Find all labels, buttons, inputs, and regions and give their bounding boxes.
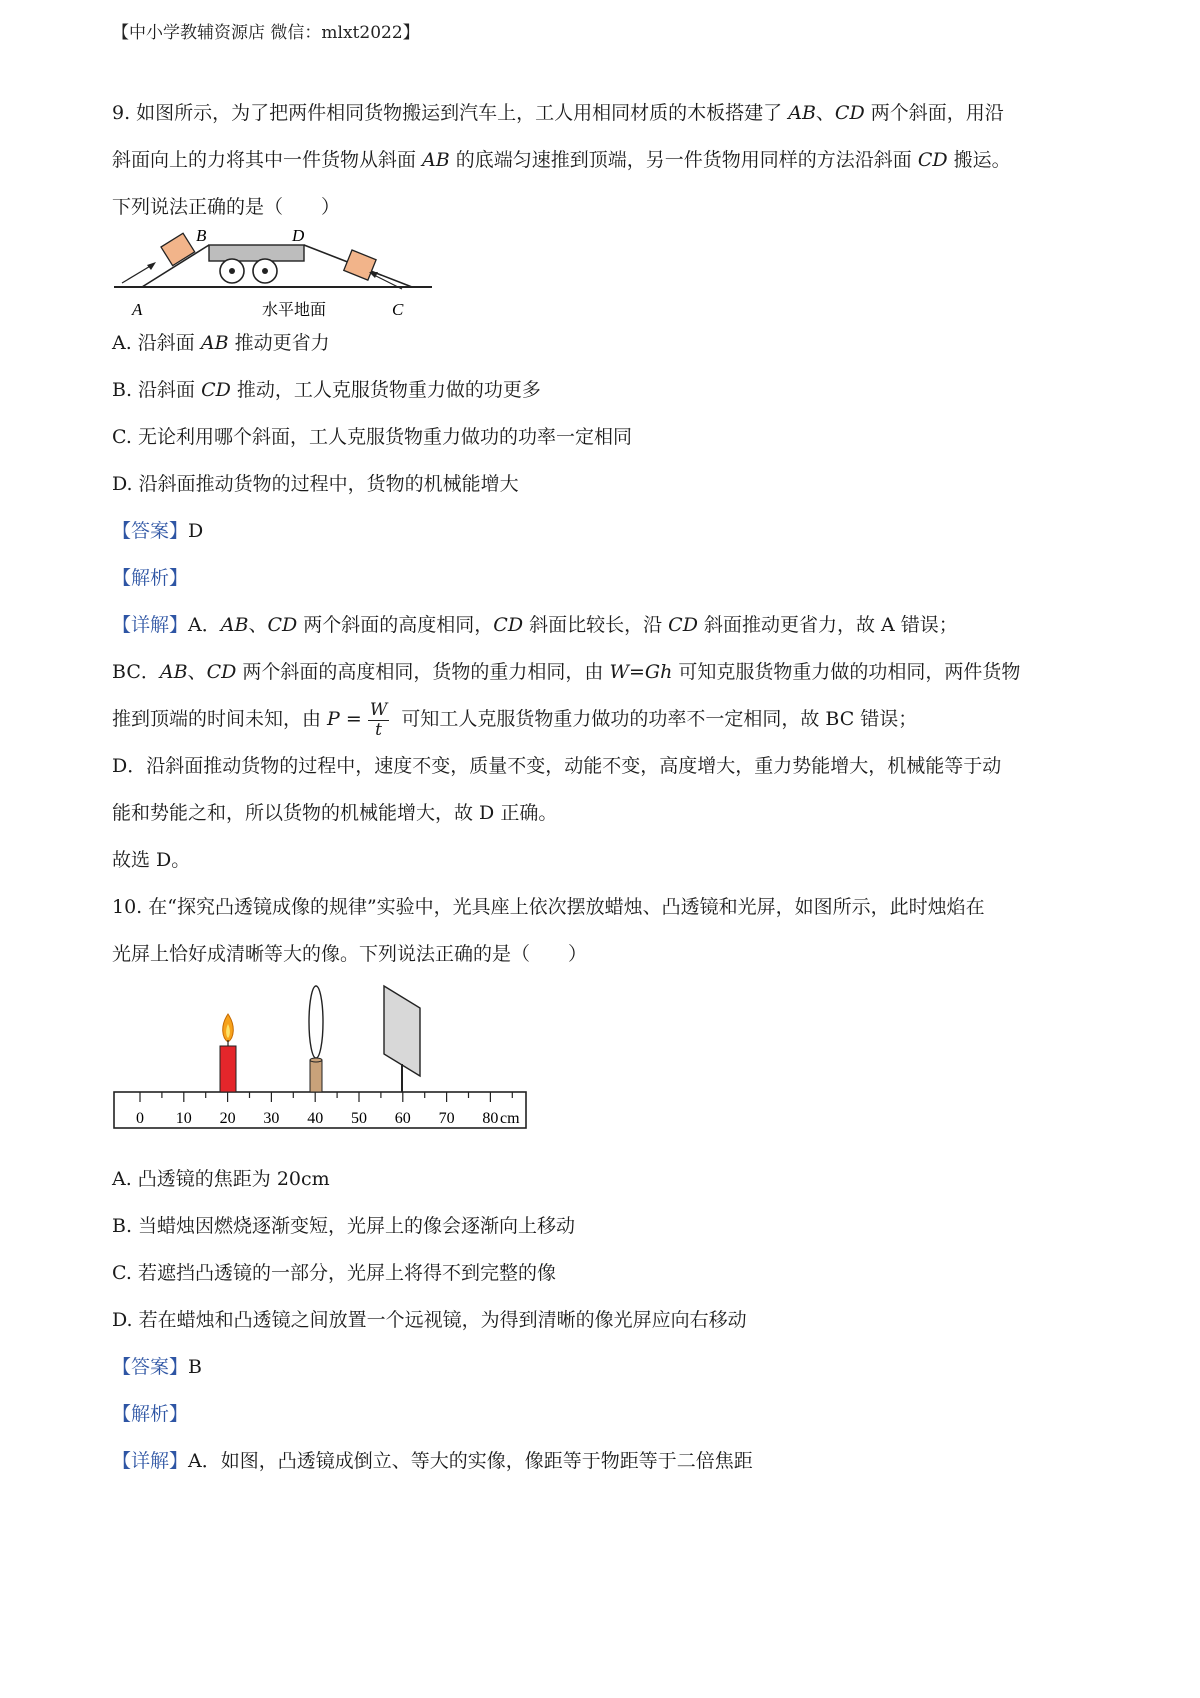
q10-analysis-tag: 【解析】 (112, 1403, 189, 1425)
q9-stem-line1: 9. 如图所示，为了把两件相同货物搬运到汽车上，工人用相同材质的木板搭建了 AB、CD 两个斜面，用沿 (112, 102, 1004, 124)
q9-stem-line3: 下列说法正确的是（ ） (112, 196, 341, 218)
q10-option-d: D. 若在蜡烛和凸透镜之间放置一个远视镜，为得到清晰的像光屏应向右移动 (112, 1309, 747, 1331)
q10-option-c: C. 若遮挡凸透镜的一部分，光屏上将得不到完整的像 (112, 1262, 556, 1284)
q10-answer: 【答案】B (112, 1356, 202, 1378)
header-watermark: 【中小学教辅资源店 微信：mlxt2022】 (112, 23, 420, 43)
q9-detail-line4: D．沿斜面推动货物的过程中，速度不变，质量不变，动能不变，高度增大，重力势能增大，机械能等于动 (112, 755, 1002, 777)
label-a: A (132, 300, 143, 319)
q9-answer: 【答案】D (112, 520, 204, 542)
label-c: C (392, 300, 404, 319)
candle (220, 1014, 236, 1092)
label-d: D (292, 226, 305, 245)
label-ground: 水平地面 (262, 300, 327, 319)
q9-detail-line3: 推到顶端的时间未知，由 P = $\frac{W}{t}$ 可知工人克服货物重力做功的功率不一定相同，故 BC 错误； (112, 699, 918, 740)
ruler-labels (136, 1110, 498, 1127)
fraction-w-over-t: $\frac{W}{t}$ (369, 699, 388, 740)
q9-detail-line6: 故选 D。 (112, 849, 191, 871)
convex-lens (309, 986, 323, 1092)
content (112, 90, 1102, 1485)
ruler-tick-label: 0 (136, 1110, 144, 1127)
ruler-tick-label: 70 (438, 1110, 455, 1127)
ruler-tick-label: 20 (219, 1110, 236, 1127)
q9-stem-line2: 斜面向上的力将其中一件货物从斜面 AB 的底端匀速推到顶端，另一件货物用同样的方法沿斜面 CD 搬运。 (112, 149, 1011, 171)
ruler-tick-label: 60 (394, 1110, 411, 1127)
ruler-unit: cm (500, 1110, 520, 1127)
q9-option-c: C. 无论利用哪个斜面，工人克服货物重力做功的功率一定相同 (112, 426, 632, 448)
q10-optical-bench-figure (112, 984, 542, 1134)
q10-detail-line1: 【详解】A．如图，凸透镜成倒立、等大的实像，像距等于物距等于二倍焦距 (112, 1450, 753, 1472)
ruler-tick-label: 40 (307, 1110, 324, 1127)
q9-incline-figure (112, 225, 452, 320)
q10-stem-line1: 10. 在“探究凸透镜成像的规律”实验中，光具座上依次摆放蜡烛、凸透镜和光屏，如图所示，此时烛焰在 (112, 896, 985, 918)
light-screen (384, 986, 420, 1092)
ruler-tick-label: 80 (482, 1110, 499, 1127)
q9-option-b: B. 沿斜面 CD 推动，工人克服货物重力做的功更多 (112, 379, 541, 401)
q9-option-a: A. 沿斜面 AB 推动更省力 (112, 332, 330, 354)
q9-option-d: D. 沿斜面推动货物的过程中，货物的机械能增大 (112, 473, 519, 495)
label-b: B (196, 226, 207, 245)
ruler-tick-label: 30 (263, 1110, 280, 1127)
q10-option-a: A. 凸透镜的焦距为 20cm (112, 1168, 330, 1190)
q9-detail-line2: BC．AB、CD 两个斜面的高度相同，货物的重力相同，由 W=Gh 可知克服货物重力做的功相同，两件货物 (112, 661, 1021, 683)
ruler-tick-label: 10 (175, 1110, 192, 1127)
q9-detail-line1: 【详解】A．AB、CD 两个斜面的高度相同，CD 斜面比较长，沿 CD 斜面推动更省力，故 A 错误； (112, 614, 958, 636)
q10-option-b: B. 当蜡烛因燃烧逐渐变短，光屏上的像会逐渐向上移动 (112, 1215, 576, 1237)
q9-analysis-tag: 【解析】 (112, 567, 189, 589)
ruler-tick-label: 50 (351, 1110, 367, 1127)
q9-detail-line5: 能和势能之和，所以货物的机械能增大，故 D 正确。 (112, 802, 558, 824)
q10-stem-line2: 光屏上恰好成清晰等大的像。下列说法正确的是（ ） (112, 943, 588, 965)
